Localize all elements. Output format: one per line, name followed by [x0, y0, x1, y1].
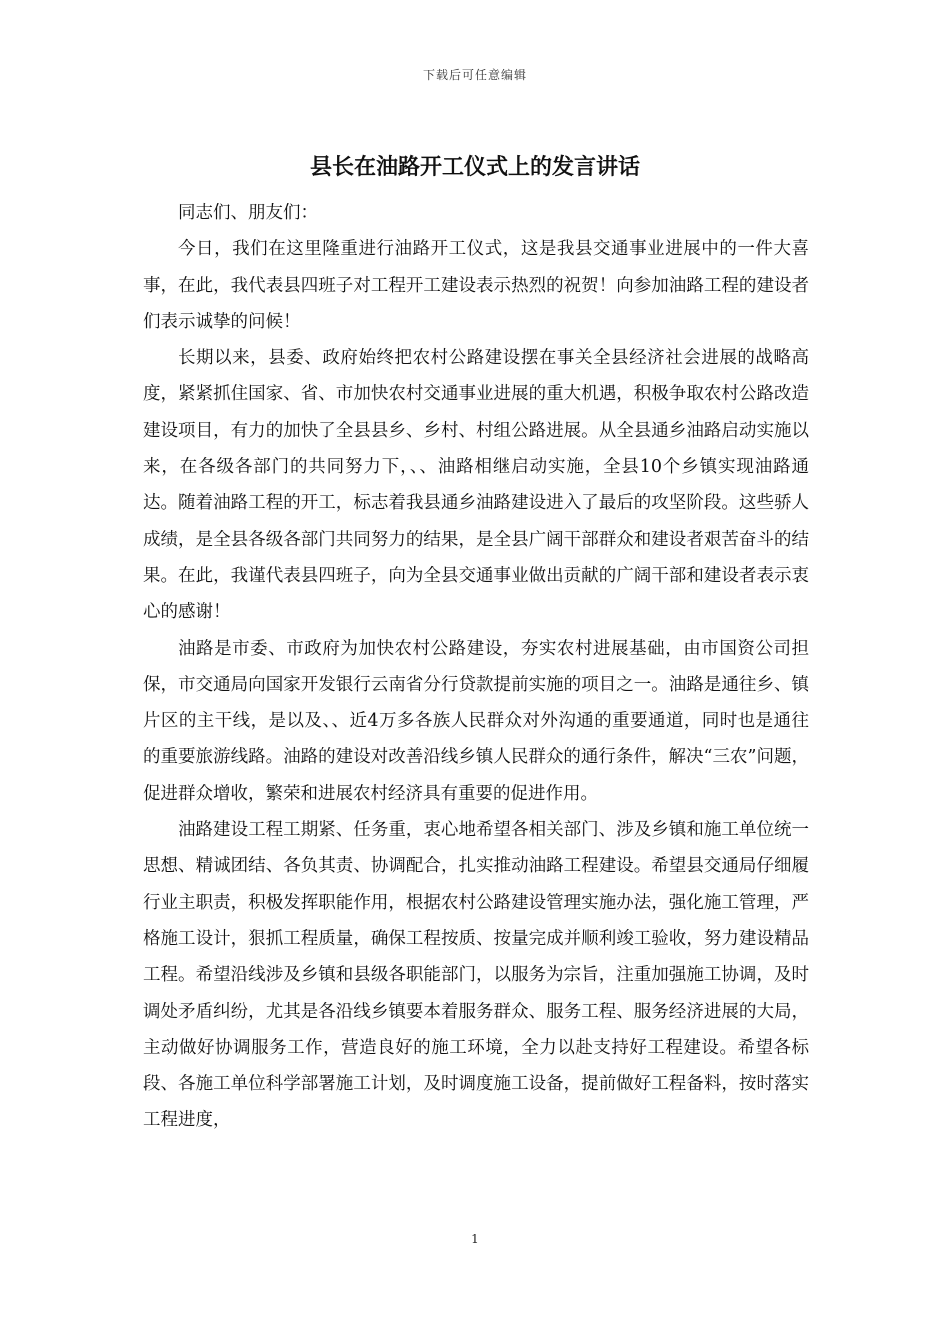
paragraph-opening: 今日，我们在这里隆重进行油路开工仪式，这是我县交通事业进展中的一件大喜事，在此，我代表县四班子对工程开工建设表示热烈的祝贺！向参加油路工程的建设者们表示诚挚的问候！ [143, 239, 809, 332]
document-title: 县长在油路开工仪式上的发言讲话 [309, 155, 640, 180]
paragraph-project-background: 油路是市委、市政府为加快农村公路建设，夯实农村进展基础，由市国资公司担保，市交通局向国家开发银行云南省分行贷款提前实施的项目之一。油路是通往乡、镇片区的主干线，是以及、、近4万多各族人民群众对外沟通的重要通道，同时也是通往的重要旅游线路。油路的建设对改善沿线乡镇人民群众的通行条件，解决“三农”问题，促进群众增收，繁荣和进展农村经济具有重要的促进作用。 [143, 638, 809, 804]
page-header-note: 下载后可任意编辑 [422, 68, 527, 82]
paragraph-requirements: 油路建设工程工期紧、任务重，衷心地希望各相关部门、涉及乡镇和施工单位统一思想、精诚团结、各负其责、协调配合，扎实推动油路工程建设。希望县交通局仔细履行业主职责，积极发挥职能作用，根据农村公路建设管理实施办法，强化施工管理，严格施工设计，狠抓工程质量，确保工程按质、按量完成并顺利竣工验收，努力建设精品工程。希望沿线涉及乡镇和县级各职能部门，以服务为宗旨，注重加强施工协调，及时调处矛盾纠纷，尤其是各沿线乡镇要本着服务群众、服务工程、服务经济进展的大局，主动做好协调服务工作，营造良好的施工环境，全力以赴支持好工程建设。希望各标段、各施工单位科学部署施工计划，及时调度施工设备，提前做好工程备料，按时落实工程进度， [143, 820, 809, 1131]
page-number: 1 [471, 1232, 479, 1246]
paragraph-achievements: 长期以来，县委、政府始终把农村公路建设摆在事关全县经济社会进展的战略高度，紧紧抓住国家、省、市加快农村交通事业进展的重大机遇，积极争取农村公路改造建设项目，有力的加快了全县县乡、乡村、村组公路进展。从全县通乡油路启动实施以来，在各级各部门的共同努力下，、、油路相继启动实施，全县10个乡镇实现油路通达。随着油路工程的开工，标志着我县通乡油路建设进入了最后的攻坚阶段。这些骄人成绩，是全县各级各部门共同努力的结果，是全县广阔干部群众和建设者艰苦奋斗的结果。在此，我谨代表县四班子，向为全县交通事业做出贡献的广阔干部和建设者表示衷心的感谢！ [143, 348, 809, 623]
salutation: 同志们、朋友们： [178, 203, 318, 223]
document-body [143, 195, 809, 1139]
